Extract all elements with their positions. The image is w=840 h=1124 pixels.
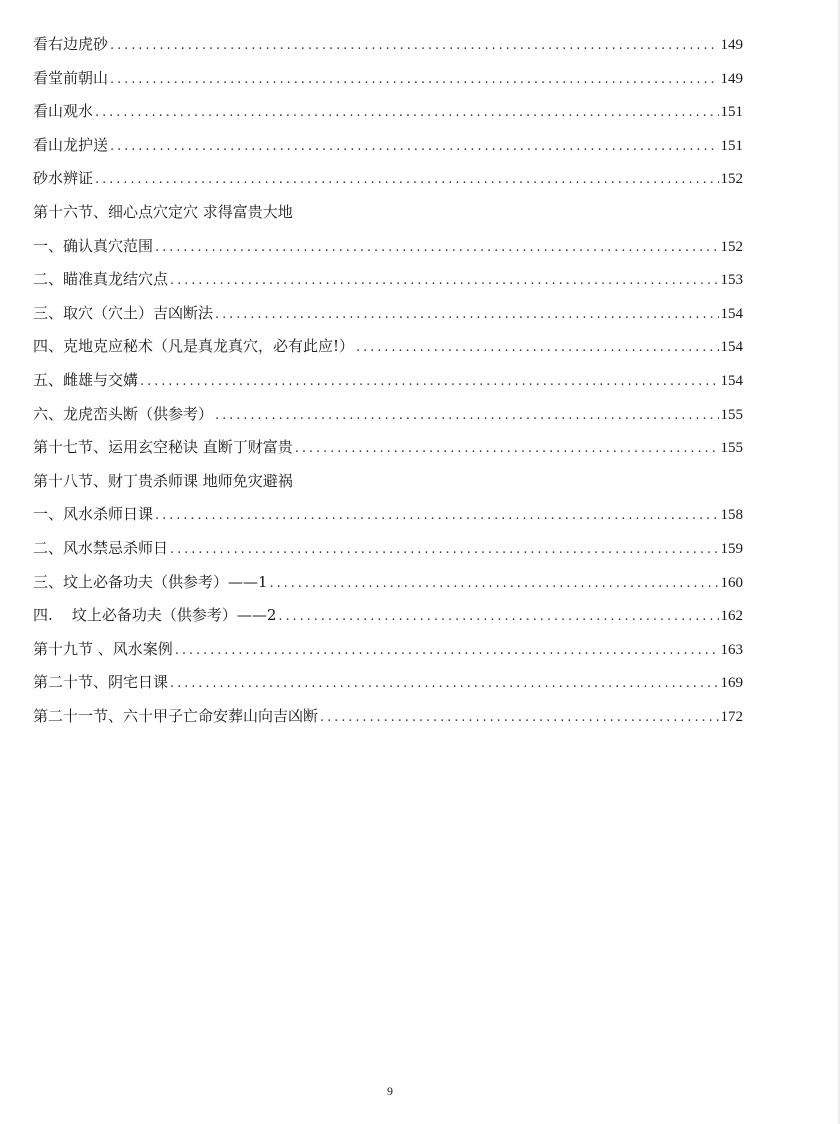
dot-leader [215,301,718,329]
toc-entry-page: 154 [720,372,743,389]
toc-entry-title: 三、取穴（穴土）吉凶断法 [33,303,214,322]
toc-entry-title: 看右边虎砂 [33,35,109,53]
toc-entry-page: 151 [720,137,743,154]
toc-entry[interactable] [33,534,743,568]
toc-entry-page: 172 [720,708,743,725]
toc-entry-title: 看山观水 [33,102,94,121]
dot-leader [110,133,718,161]
dot-leader [175,637,719,665]
toc-entry-title: 第二十节、阴宅日课 [33,673,169,692]
toc-entry[interactable] [33,433,743,467]
toc-section-heading[interactable] [33,467,743,501]
toc-entry-title: 看山龙护送 [33,135,109,154]
toc-entry-title: 一、确认真穴范围 [33,236,154,255]
toc-entry-title: 看堂前朝山 [33,68,109,87]
toc-entry-title: 第二十一节、六十甲子亡命安葬山向吉凶断 [33,706,319,725]
toc-entry-page: 151 [720,104,743,121]
toc-entry-page: 149 [720,37,743,53]
toc-entry-page: 169 [720,675,743,692]
toc-entry-title: 五、雌雄与交媾 [33,370,139,389]
toc-entry-page: 158 [720,507,743,524]
toc-entry[interactable] [33,635,743,669]
toc-entry-page: 155 [720,406,743,423]
dot-leader [295,435,719,463]
toc-section-heading[interactable] [33,198,743,232]
dot-leader [170,267,718,295]
toc-entry-title: 四. 坟上必备功夫（供参考）——2 [33,606,277,625]
toc-entry[interactable] [33,97,743,131]
dot-leader [110,66,718,94]
toc-entry-title: 三、坟上必备功夫（供参考）——1 [33,572,268,591]
toc-entry[interactable] [33,265,743,299]
toc-entry[interactable] [33,702,743,736]
dot-leader [278,603,718,631]
toc-entry-page: 154 [720,305,743,322]
dot-leader [270,570,719,598]
toc-entry-title: 六、龙虎峦头断（供参考） [33,404,214,423]
dot-leader [215,402,718,430]
toc-entry-title: 砂水辨证 [33,169,94,188]
toc-entry-page: 155 [720,440,743,457]
toc-entry[interactable] [33,366,743,400]
dot-leader [170,670,718,698]
page-number: 9 [387,1084,393,1098]
toc-entry[interactable] [33,668,743,702]
toc-entry-page: 153 [720,272,743,289]
toc-entry-page: 152 [720,238,743,255]
toc-section-title: 第十六节、细心点穴定穴 求得富贵大地 [33,202,293,221]
toc-entry-page: 152 [720,171,743,188]
toc-entry-page: 162 [720,608,743,625]
toc-entry[interactable] [33,400,743,434]
dot-leader [95,166,718,194]
toc-entry-page: 163 [720,641,743,658]
toc-entry-title: 第十七节、运用玄空秘诀 直断丁财富贵 [33,438,293,457]
dot-leader [356,334,718,362]
dot-leader [320,704,718,732]
toc-entry-title: 二、瞄准真龙结穴点 [33,270,169,289]
toc-entry[interactable] [33,332,743,366]
toc-entry-page: 159 [720,540,743,557]
toc-entry[interactable] [33,64,743,98]
dot-leader [140,368,718,396]
toc-entry-page: 149 [720,70,743,87]
toc-entry[interactable] [33,601,743,635]
toc-section-title: 第十八节、财丁贵杀师课 地师免灾避祸 [33,471,293,490]
toc-entry[interactable] [33,568,743,602]
toc-entry[interactable] [33,500,743,534]
dot-leader [155,502,718,530]
toc-entry[interactable] [33,299,743,333]
toc-entry-page: 160 [720,574,743,591]
dot-leader [170,536,718,564]
toc-entry[interactable] [33,164,743,198]
dot-leader [155,234,718,262]
toc-entry-title: 二、风水禁忌杀师日 [33,538,169,557]
dot-leader [110,32,718,60]
toc-entry-title: 四、克地克应秘术（凡是真龙真穴，必有此应!） [33,337,355,356]
toc-entry[interactable] [33,30,743,64]
dot-leader [95,99,718,127]
toc-entry[interactable] [33,232,743,266]
toc-entry[interactable] [33,131,743,165]
table-of-contents [33,30,743,735]
toc-entry-title: 第十九节 、风水案例 [33,639,173,658]
toc-entry-page: 154 [720,339,743,356]
toc-entry-title: 一、风水杀师日课 [33,505,154,524]
